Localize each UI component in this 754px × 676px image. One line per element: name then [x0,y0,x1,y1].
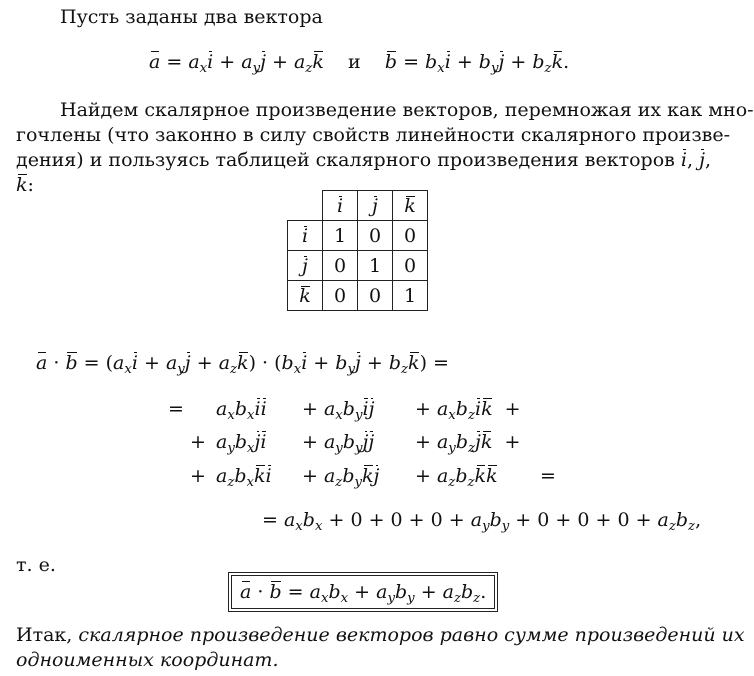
table-cell: 1 [323,221,358,251]
expansion-row-2-sign: + [190,431,206,453]
expansion-term: + $a_zb_zkk$ [415,465,498,490]
dot-product-table [287,190,428,311]
expansion-term: + $a_yb_zjk$ + [415,431,521,456]
expansion-result: = $a_xb_x + 0 + 0 + 0 + a_yb_y + 0 + 0 + 0 + a_zb_z$, [262,509,702,534]
te-text: т. е. [16,554,56,576]
conj-and: и [348,51,361,73]
table-cell: 0 [323,251,358,281]
table-row [288,221,428,251]
table-row-header: k [288,281,323,311]
table-cell: 1 [358,251,393,281]
paragraph-line-4: k: [16,174,34,196]
table-col-header: k [393,191,428,221]
paragraph-line-1: Найдем скалярное произведение векторов, перемножая их как мно- [60,99,754,121]
table-row [288,281,428,311]
expansion-term: $a_xb_xii$ [216,398,267,423]
table-col-header: j [358,191,393,221]
table-cell: 0 [393,251,428,281]
expansion-row-3-sign: + [190,465,206,487]
table-col-header: i [323,191,358,221]
table-cell: 0 [393,221,428,251]
expansion-row-1-sign: = [168,398,184,420]
conclusion-line-1: Итак, скалярное произведение векторов равно сумме произведений их [16,624,745,646]
expansion-term: $a_yb_xji$ [216,431,267,456]
conclusion-line-2: одноименных координат. [16,649,279,671]
table-cell: 0 [358,281,393,311]
paragraph-line-3: дения) и пользуясь таблицей скалярного произведения векторов i, j, [16,149,712,171]
expansion-term: $a_zb_xki$ [216,465,272,490]
paragraph-line-2: гочлены (что законно в силу свойств линейности скалярного произве- [16,124,731,146]
intro-text: Пусть заданы два вектора [60,6,323,28]
table-row-header: i [288,221,323,251]
expansion-term: + $a_zb_ykj$ [302,465,380,490]
expansion-term: + $a_yb_yjj$ [302,431,375,456]
expansion-line-1: $a \cdot b = (a_xi + a_yj + a_zk) \cdot (b_xi + b_yj + b_zk)$ = [36,352,449,377]
table-cell: 0 [358,221,393,251]
table-row [288,251,428,281]
expansion-term: + $a_xb_yij$ [302,398,375,423]
table-row-header: j [288,251,323,281]
vector-definitions: $a = a_xi + a_yj + a_zk$ и $b = b_xi + b_yj + b_zk$. [149,51,570,76]
expansion-row-3-equals: = [540,465,556,487]
expansion-term: + $a_xb_zik$ + [415,398,521,423]
boxed-formula: $a \cdot b = a_xb_x + a_yb_y + a_zb_z$. [228,572,498,612]
table-header-row [288,191,428,221]
table-corner-cell [288,191,323,221]
table-cell: 0 [323,281,358,311]
table-cell: 1 [393,281,428,311]
